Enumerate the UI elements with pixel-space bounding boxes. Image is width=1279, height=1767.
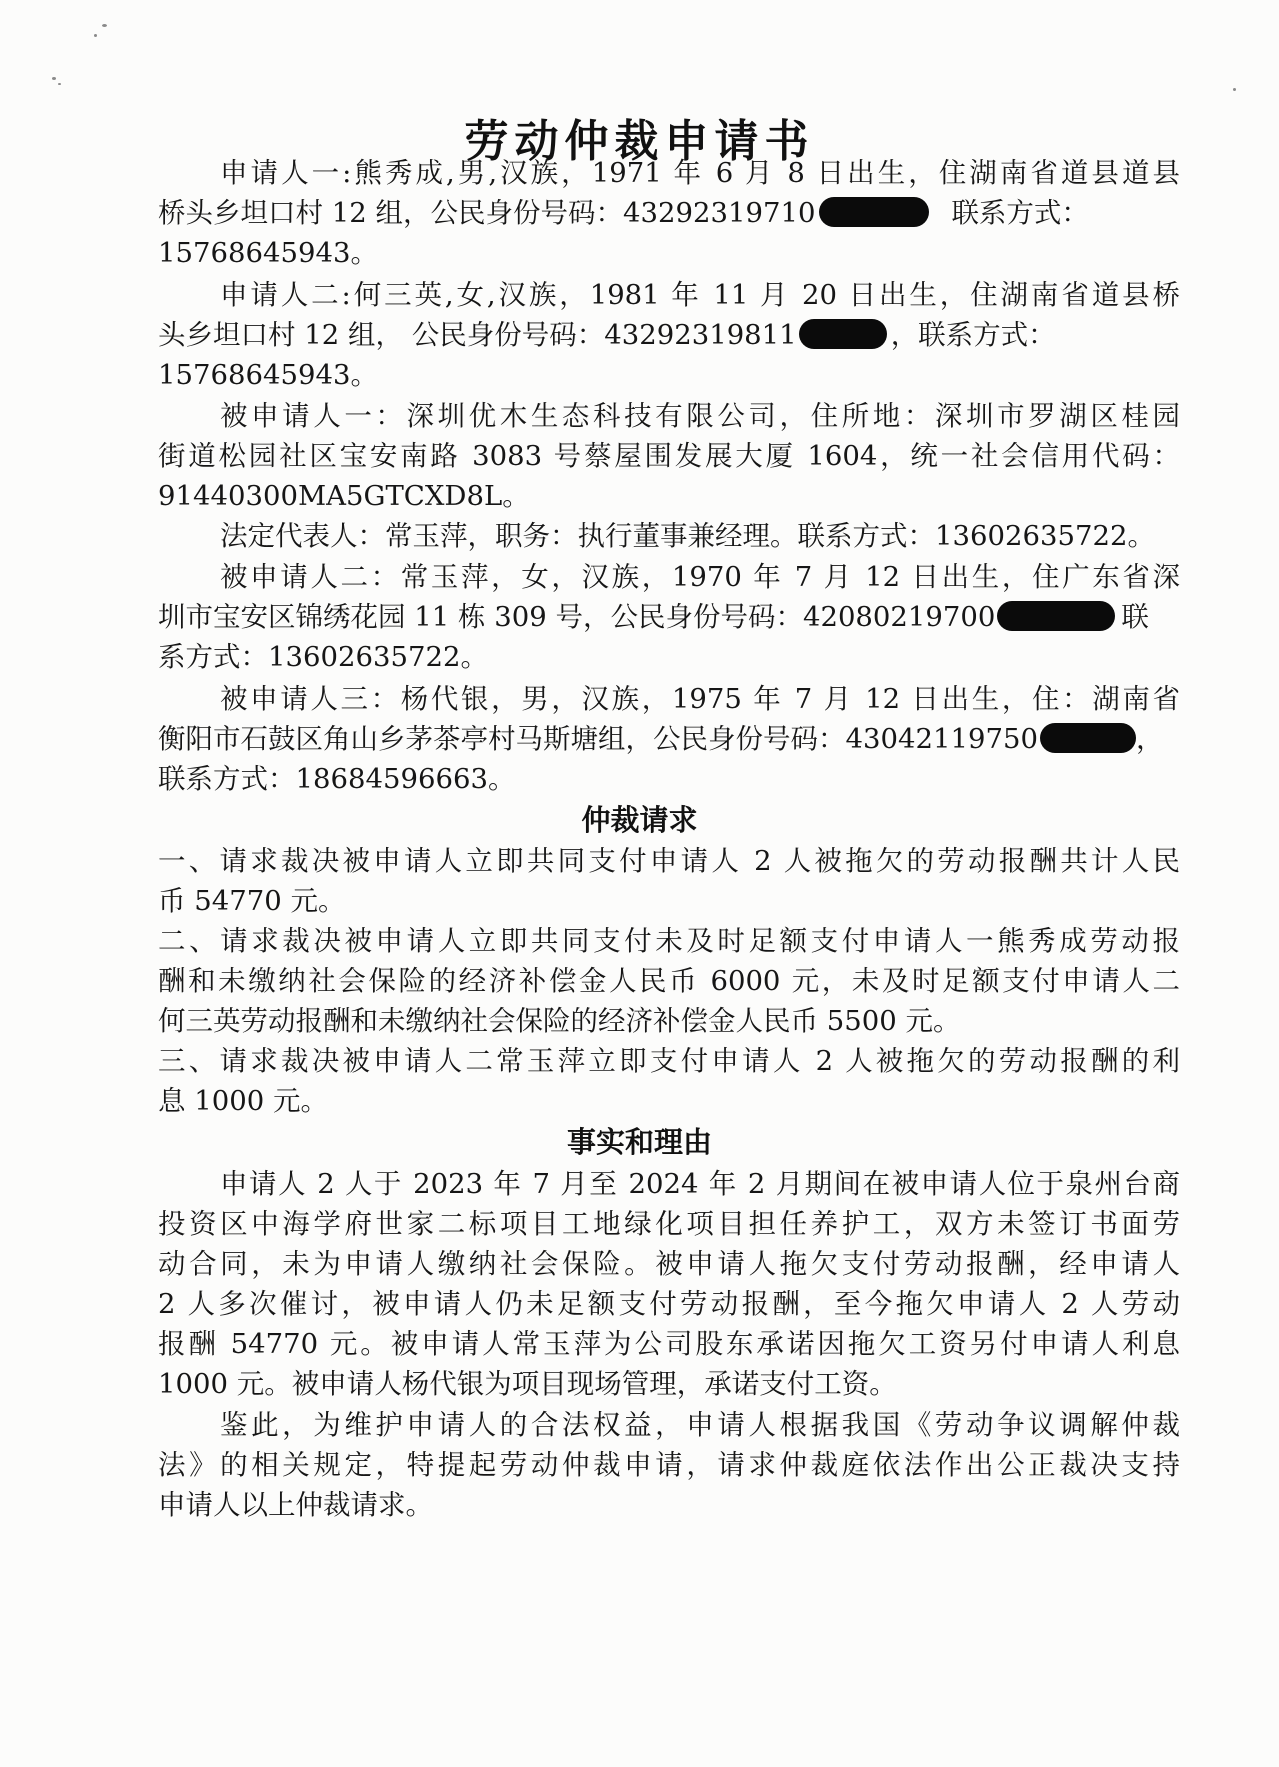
applicant2-contact-label: ，联系方式： <box>890 319 1056 351</box>
claims-heading: 仲裁请求 <box>581 803 698 837</box>
redaction-mark <box>799 319 887 349</box>
respondent1-line1: 被申请人一：深圳优木生态科技有限公司，住所地：深圳市罗湖区桂园 <box>220 400 1180 432</box>
facts-line: 报酬 54770 元。被申请人常玉萍为公司股东承诺因拖欠工资另付申请人利息 <box>158 1328 1180 1360</box>
respondent3-phone: 联系方式：18684596663。 <box>158 763 516 795</box>
page-title: 劳动仲裁申请书 <box>464 116 815 167</box>
facts-line: 2 人多次催讨，被申请人仍未足额支付劳动报酬，至今拖欠申请人 2 人劳动 <box>158 1288 1180 1320</box>
respondent1-line2: 街道松园社区宝安南路 3083 号蔡屋围发展大厦 1604，统一社会信用代码： <box>158 440 1180 472</box>
claim-line: 二、请求裁决被申请人立即共同支付未及时足额支付申请人一熊秀成劳动报 <box>158 925 1180 957</box>
facts-line: 动合同，未为申请人缴纳社会保险。被申请人拖欠支付劳动报酬，经申请人 <box>158 1248 1180 1280</box>
facts-line: 申请人 2 人于 2023 年 7 月至 2024 年 2 月期间在被申请人位于泉州台商 <box>220 1168 1180 1200</box>
redaction-mark <box>819 197 929 227</box>
respondent2-line2 <box>158 597 1180 637</box>
respondent2-id-prefix: 圳市宝安区锦绣花园 11 栋 309 号，公民身份号码：42080219700 <box>158 601 996 633</box>
facts-line: 鉴此，为维护申请人的合法权益，申请人根据我国《劳动争议调解仲裁 <box>220 1409 1180 1441</box>
respondent2-contact-label: 联 <box>1121 601 1149 633</box>
scan-speck <box>102 24 107 27</box>
facts-line: 投资区中海学府世家二标项目工地绿化项目担任养护工，双方未签订书面劳 <box>158 1208 1180 1240</box>
applicant1-id-prefix: 桥头乡坦口村 12 组，公民身份号码：43292319710 <box>158 197 816 229</box>
applicant1-line1: 申请人一:熊秀成,男,汉族，1971 年 6 月 8 日出生，住湖南省道县道县 <box>220 157 1180 189</box>
redaction-mark <box>997 601 1115 631</box>
applicant1-phone: 15768645943。 <box>158 237 378 269</box>
applicant2-line2 <box>158 315 1180 355</box>
applicant2-id-prefix: 头乡坦口村 12 组， 公民身份号码：43292319811 <box>158 319 797 351</box>
respondent2-phone: 系方式：13602635722。 <box>158 641 488 673</box>
respondent3-id-prefix: 衡阳市石鼓区角山乡茅茶亭村马斯塘组，公民身份号码：43042119750 <box>158 723 1038 755</box>
scan-speck <box>58 83 61 85</box>
respondent1-legal-rep: 法定代表人：常玉萍，职务：执行董事兼经理。联系方式：13602635722。 <box>220 520 1155 552</box>
applicant1-contact-label: 联系方式： <box>951 197 1089 229</box>
claim-line: 币 54770 元。 <box>158 885 346 917</box>
facts-line: 1000 元。被申请人杨代银为项目现场管理，承诺支付工资。 <box>158 1368 897 1400</box>
redaction-mark <box>1040 723 1136 753</box>
claim-line: 酬和未缴纳社会保险的经济补偿金人民币 6000 元，未及时足额支付申请人二 <box>158 965 1180 997</box>
claim-line: 息 1000 元。 <box>158 1085 328 1117</box>
applicant2-phone: 15768645943。 <box>158 359 378 391</box>
applicant1-line2 <box>158 193 1180 233</box>
claim-line: 一、请求裁决被申请人立即共同支付申请人 2 人被拖欠的劳动报酬共计人民 <box>158 845 1180 877</box>
respondent1-credit-code: 91440300MA5GTCXD8L。 <box>158 480 530 512</box>
facts-line: 申请人以上仲裁请求。 <box>158 1489 433 1521</box>
respondent3-line2 <box>158 719 1180 759</box>
scan-speck <box>52 77 56 80</box>
respondent2-line1: 被申请人二：常玉萍，女，汉族，1970 年 7 月 12 日出生，住广东省深 <box>220 561 1180 593</box>
facts-heading: 事实和理由 <box>566 1125 712 1159</box>
scan-speck <box>1233 88 1236 91</box>
claim-line: 何三英劳动报酬和未缴纳社会保险的经济补偿金人民币 5500 元。 <box>158 1005 961 1037</box>
respondent3-comma: ， <box>1135 723 1164 755</box>
scan-speck <box>94 34 97 37</box>
respondent3-line1: 被申请人三：杨代银，男，汉族，1975 年 7 月 12 日出生，住：湖南省 <box>220 683 1180 715</box>
applicant2-line1: 申请人二:何三英,女,汉族，1981 年 11 月 20 日出生，住湖南省道县桥 <box>220 279 1180 311</box>
facts-line: 法》的相关规定，特提起劳动仲裁申请，请求仲裁庭依法作出公正裁决支持 <box>158 1449 1180 1481</box>
claim-line: 三、请求裁决被申请人二常玉萍立即支付申请人 2 人被拖欠的劳动报酬的利 <box>158 1045 1180 1077</box>
